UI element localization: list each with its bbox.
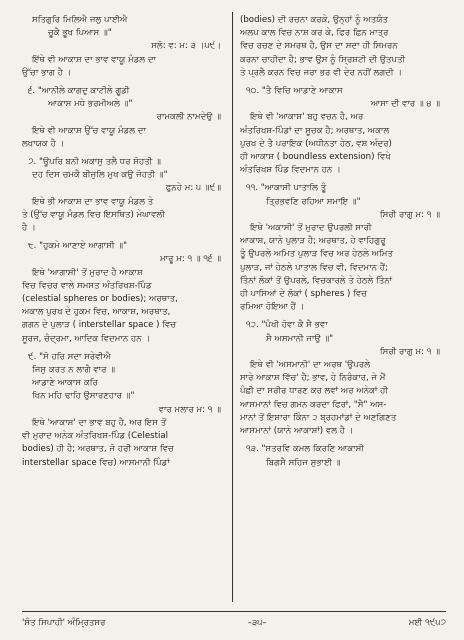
text-line: ਸੈ ਅਸਮਾਨੀ ਜਾਉ ॥" [266,333,334,344]
text-line: ਇਥੇ ਭੀ ਆਕਾਸ਼ ਦਾ ਭਾਵ ਵਾਯੂ ਮੰਡਲ ਤੇ [32,196,154,207]
text-line: interstellar space ਵਿਚ) ਆਸਮਾਨੀ ਪਿੰਡਾਂ [22,457,170,468]
text-line: ਸਤਿਗੁਰਿ ਮਿਲਿਐ ਜਲੁ ਪਾਈਐ [32,15,128,25]
text-line: ੯. "ਸੋ ਹਰਿ ਸਦਾ ਸਰੇਵੀਐ [28,351,111,362]
text-line: ਸੂਰਜ, ਚੰਦ੍ਰਮਾ, ਆਦਿਕ ਵਿਦਮਾਨ ਹਨ । [22,333,151,344]
text-line: ਵਾਰ ਮਲਾਰ ਮ: ੧ ॥ [158,404,221,415]
text-line: ਸਿਰੀ ਰਾਗੁ ਮ: ੧ ॥ [379,209,440,220]
text-line: ੧੩. "ਸਤਰਵਿ ਕਮਲ ਕਿਰਣਿ ਆਕਾਸੀ [246,444,364,455]
text-line: ਹੀ ਆਕਾਸ਼ ( boundless extension) ਵਿਖੇ [240,152,391,163]
text-line: ੬. "ਆਨੀਲੇ ਕਾਗਦੁ ਕਾਟੀਲੇ ਗੂਡੀ [28,86,130,97]
footer-publication: 'ਸੰਤ ਸਿਪਾਹੀ' ਅੰਮ੍ਰਿਤਸਰ [22,618,106,628]
text-line: ਸਲੋ: ਵ: ਮ: ੩ ।੫੯। [151,41,221,52]
text-line: ਇਥੇ ਵੀ ਆਕਾਸ਼ ਉੱਚ ਵਾਯੂ ਮੰਡਲ ਦਾ [32,125,146,136]
text-line: ਆਕਾਸ ਮਧੇ ਭਰਮੀਅਲੇ ॥" [48,99,133,110]
text-line: ਬਿਗਸੈ ਸਹਿਜ ਸੁਭਾਈ ॥ [266,457,341,468]
text-line: ਹੈ । [22,223,36,234]
text-line: ਸਿਰੀ ਰਾਗੁ ਮ: ੧ ॥ [379,346,440,357]
text-line: ਵੀ ਮੁਰਾਦ ਅਨੇਕ ਅੰਤਰਿਖਸ਼-ਪਿੰਡ (Celestial [22,431,169,442]
text-line: ਰਮਿਆ ਹੋਇਆ ਹੈਂ । [240,302,305,313]
text-line: ੧੦. "ਤੈ ਵਿਚਿ ਆਡਾਣੇ ਆਕਾਸ [246,86,343,97]
text-line: ਲਖਾਯਕ ਹੈ । [22,138,65,149]
text-line: ਚੂਕੈ ਭੂਖ ਪਿਆਸ ॥" [48,28,112,39]
text-line: ਮਾਨਾਂ ਤੋਂ ਇਸ਼ਾਰਾ ਕਿੰਨਾ ੨ ਬ੍ਰਹਮਾਂਡਾਂ ਦੇ ਅਣਗਿਣਤ [240,412,397,423]
text-line: ਇਥੇ 'ਆਕਾਸ਼' ਦਾ ਭਾਵ ਬਹੁ ਹੈ, ਅਰ ਇਸ ਤੋਂ [32,417,167,428]
text-line: ਸਾਰੇ ਆਕਾਸ਼ ਵਿੱਚ' ਹੈ; ਭਾਵ, ਹੇ ਨਿਰੰਕਾਰ, ਜੇ ਮੈਂ [240,373,386,384]
text-line: ਤਿੰਨਾਂ ਲੋਕਾਂ ਤੋਂ ਉਪਰਲੇ, ਵਿਚਕਾਰਲੇ ਤੇ ਹੇਠਲੇ ਤਿੰਨਾਂ [240,275,393,286]
text-line: ਵਿਚ ਵਿਚਰ ਵਾਲੇ ਸਮਸਤ ਅੰਤਰਿਖਸ਼-ਪਿੰਡ [22,280,152,291]
text-line: (bodies) ਦੀ ਰਚਨਾ ਕਰਕੇ, ਉਨ੍ਹਾਂ ਨੂੰ ਅਤਯੰਤ [240,15,389,25]
text-line: ਤ੍ਰਿਭਵਣਿ ਰਹਿਆ ਸਮਾਇ ॥" [266,196,361,207]
text-line: ਇਥੇ ਵੀ 'ਆਕਾਸ਼' ਬਹੁ ਵਚਨ ਹੈ, ਅਰ [250,112,364,123]
footer-rule [22,611,446,612]
text-line: ਇੱਥੇ ਵੀ ਆਕਾਸ਼ ਦਾ ਭਾਵ ਵਾਯੂ ਮੰਡਲ ਦਾ [32,54,156,65]
text-line: ਅੰਤਰਿਖਸ਼ ਪਿੰਡ ਵਿਦਮਾਨ ਹਨ । [240,165,341,176]
text-line: ਅੰਤਰਿਖਸ਼-ਪਿੰਡਾਂ ਦਾ ਸੂਚਕ ਹੈ; ਅਰਥਾਤ, ਅਕਾਲ [240,125,390,136]
text-line: ਵਿਚ ਰਚਣ ਦੇ ਸਮਰਥ ਹੈ, ਉਸ ਦਾ ਸਦਾ ਹੀ ਸਿਮਰਨ [240,41,398,52]
text-line: ਆਕਾਸ਼, ਯਾਨੇ ਪੁਲਾੜ ਹੈ; ਅਰਥਾਤ, ਹੇ ਵਾਹਿਗੁਰੂ [240,236,386,247]
text-line: ਤੇ ਪ੍ਰਲੈ ਕਰਨ ਵਿਚ ਜਰਾ ਭਰ ਵੀ ਦੇਰ ਨਹੀਂ ਲਗਦੀ । [240,67,403,78]
footer-page-number: –੩੫– [247,618,267,628]
text-line: ੧੧. "ਆਕਾਸੀ ਪਾਤਾਲਿ ਤੂੰ [246,183,327,194]
column-divider [232,12,233,602]
text-line: ਪੰਛੀ ਦਾ ਸਰੀਰ ਧਾਰਣ ਕਰ ਲਵਾਂ ਅਰ ਅਨੇਕਾਂ ਹੀ [240,386,388,397]
text-line: ਅਲਪ ਕਾਲ ਵਿਚ ਨਾਸ਼ ਕਰ ਕੇ, ਫਿਰ ਛਿਨ ਮਾਤ੍ਰ [240,28,389,39]
text-line: ਫੁਨਹੇ ਮ: ੫ ॥੯॥ [165,183,221,194]
text-line: ਆਸਾ ਦੀ ਵਾਰ ॥ ੪ ॥ [370,99,440,110]
right-column [240,14,446,604]
text-line: ਅਕਾਲ ਪੁਰਖ ਦੇ ਹੁਕਮ ਵਿਚ, ਆਕਾਸ਼, ਅਰਥਾਤ, [22,307,171,318]
text-line: ਪੁਲਾੜ, ਜਾਂ ਹੇਠਲੇ ਪਾਤਾਲ ਵਿਚ ਵੀ, ਵਿਦਮਾਨ ਹੈਂ; [240,262,388,273]
text-line: ਤੂੰ ਉਪਰਲੇ ਅਮਿਤ ਪੁਲਾੜ ਵਿਚ ਅਰ ਹੇਠਲੇ ਅਮਿਤ [240,249,393,260]
text-line: ਦਹ ਦਿਸ ਚਮਕੈ ਬੀਜੁਲਿ ਮੁਖ ਕਉ ਜੋਹਤੀ ॥" [32,170,168,181]
text-line: bodies) ਹੀ ਹੈ; ਅਰਥਾਤ, ਜੋ ਹਰੀ ਆਕਾਸ਼ ਵਿਚ [22,444,174,455]
page-footer [22,618,446,628]
text-line: ਇਥੇ 'ਆਗਾਸੀ' ਤੋਂ ਮੁਰਾਦ ਹੈ ਆਕਾਸ਼ [32,267,143,278]
text-line: ਮਾਰੂ ਮ: ੧ ॥ ੧੬ ॥ [160,254,221,265]
footer-date: ਮਈ ੧੯੫੭ [408,618,446,628]
text-line: ਹੀ ਪਾਸਿਆਂ ਦੇ ਲੋਕਾਂ ( spheres ) ਵਿਚ [240,289,368,300]
text-line: ੧੨. "ਪੰਖੀ ਹੋਵਾ ਕੈ ਸੈ ਭਵਾ [246,320,328,331]
text-line: (celestial spheres or bodies); ਅਰਥਾਤ, [22,294,178,305]
text-line: ਇਥੇ 'ਅਕਾਸੀ' ਤੋਂ ਮੁਰਾਦ ਉਪਰਲੀ ਸਾਰੀ [250,223,372,234]
text-line: ਆਡਾਣੇ ਆਕਾਸ ਕਰਿ [32,378,98,389]
text-line: ਖਿਨ ਮਹਿ ਢਾਹਿ ਉਸਾਰਣਹਾਰ ॥" [32,391,135,402]
text-line: ਕਰਨਾ ਚਾਹੀਦਾ ਹੈ; ਭਾਵ ਉਸ ਨੂੰ ਸ੍ਰਿਸ਼ਟੀ ਦੀ ਉਤਪਤੀ [240,54,406,65]
text-line: ਆਸਮਾਨਾਂ ਵਿਚ ਗਮਨ ਕਰਦਾ ਫਿਰਾਂ, "ਸੈ" ਅਸ- [240,399,387,410]
text-line: ਆਸਮਾਨਾਂ (ਯਾਨੇ ਆਕਾਸ਼ਾਂ) ਵਲ ਹੈ । [240,426,354,437]
text-line: ੮. "ਹੁਕਮੇ ਆਣਾਏ ਆਗਾਸੀ ॥" [28,241,128,252]
text-line: ਇਥੇ ਵੀ 'ਅਸਮਾਨੀ' ਦਾ ਅਰਥ 'ਉਪਰਲੇ [250,360,371,371]
text-line: ਰਾਮਕਲੀ ਨਾਮਦੇਉ ॥ [156,112,221,123]
text-line: ੭. "ਊਪਰਿ ਬਨੀ ਅਕਾਸੁ ਤਲੈ ਧਰ ਸੋਹਤੀ ॥ [28,157,161,168]
text-line: ਪੁਰਖ ਦੇ ਤੈ ਪਰਾਇਕ (ਅਧੀਨਤਾ ਹੇਠ, ਵਸ਼ ਅੰਦਰ) [240,138,392,149]
text-line: ਤੇ (ਉੱਚ ਵਾਯੂ ਮੰਡਲ ਵਿਚ ਇਸਥਿਤ) ਮੇਘਾਵਲੀ [22,209,165,220]
text-line: ਉੱਚਾ ਭਾਗ ਹੈ । [22,67,72,78]
text-line: ਜਿਸੁ ਕਰਤ ਨ ਲਾਗੈ ਵਾਰ ॥ [32,365,116,376]
text-line: ਗਗਨ ਦੇ ਪੁਲਾੜ ( interstellar space ) ਵਿਚ [22,320,177,331]
left-column [22,14,227,604]
